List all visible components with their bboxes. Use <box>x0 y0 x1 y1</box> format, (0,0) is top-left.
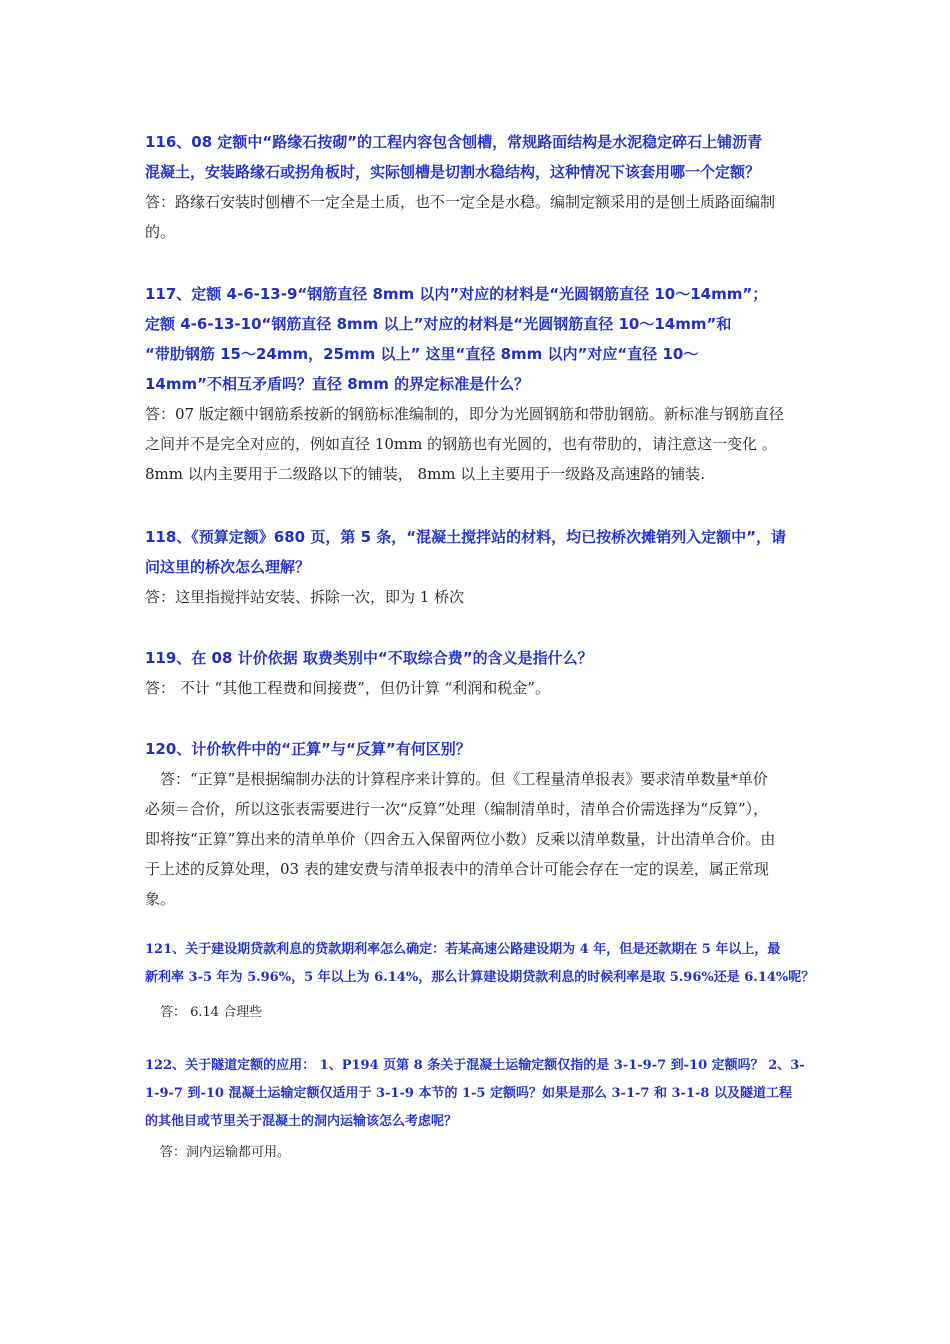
answer-118 <box>145 582 813 612</box>
question-line: 119、在 08 计价依据 取费类别中“不取综合费”的含义是指什么？ <box>145 649 593 667</box>
answer-line: 答： 6.14 合理些 <box>160 1005 263 1020</box>
question-line: 118、《预算定额》680 页，第 5 条，“混凝土搅拌站的材料，均已按桥次摊销列入定额中”，请 <box>145 528 786 546</box>
qa-item-116 <box>145 127 813 247</box>
question-line: 混凝土，安装路缘石或拐角板时，实际刨槽是切割水稳结构，这种情况下该套用哪一个定额？ <box>145 163 761 181</box>
qa-item-120 <box>145 734 813 914</box>
answer-line: 答： 不计 “其他工程费和间接费”，但仍计算 “利润和税金”。 <box>145 679 550 697</box>
answer-line: 的。 <box>145 223 176 241</box>
question-121 <box>145 936 813 992</box>
answer-line: 即将按“正算”算出来的清单单价（四舍五入保留两位小数）反乘以清单数量，计出清单合价。由 <box>145 830 776 848</box>
question-line: 120、计价软件中的“正算”与“反算”有何区别？ <box>145 740 471 758</box>
question-122 <box>145 1052 813 1136</box>
answer-line: 于上述的反算处理，03 表的建安费与清单报表中的清单合计可能会存在一定的误差，属正常现 <box>145 860 769 878</box>
question-117 <box>145 279 813 399</box>
answer-119 <box>145 673 813 703</box>
answer-line: 之间并不是完全对应的，例如直径 10mm 的钢筋也有光圆的，也有带肋的，请注意这一变化 。 <box>145 435 777 453</box>
question-line: 117、定额 4-6-13-9“钢筋直径 8mm 以内”对应的材料是“光圆钢筋直径 10～14mm”； <box>145 285 768 303</box>
answer-line: 象。 <box>145 890 176 908</box>
answer-line: 答：这里指搅拌站安装、拆除一次，即为 1 桥次 <box>145 588 465 606</box>
question-line: 116、08 定额中“路缘石按砌”的工程内容包含刨槽，常规路面结构是水泥稳定碎石上铺沥青 <box>145 133 763 151</box>
question-line: 14mm”不相互矛盾吗？直径 8mm 的界定标准是什么？ <box>145 375 530 393</box>
question-line: 122、关于隧道定额的应用： 1、P194 页第 8 条关于混凝土运输定额仅指的是 3-1-9-7 到-10 定额吗？ 2、3- <box>145 1058 805 1073</box>
answer-line: 8mm 以内主要用于二级路以下的铺装， 8mm 以上主要用于一级路及高速路的铺装. <box>145 465 706 483</box>
question-line: 新利率 3-5 年为 5.96%，5 年以上为 6.14%，那么计算建设期贷款利息的时候利率是取 5.96%还是 6.14%呢？ <box>145 970 815 985</box>
answer-121 <box>145 998 813 1028</box>
qa-item-119 <box>145 643 813 703</box>
answer-line: 答：“正算”是根据编制办法的计算程序来计算的。但《工程量清单报表》要求清单数量*单价 <box>160 770 768 788</box>
answer-line: 必须＝合价，所以这张表需要进行一次“反算”处理（编制清单时，清单合价需选择为“反算”）， <box>145 800 769 818</box>
qa-item-117 <box>145 279 813 489</box>
question-line: 1-9-7 到-10 混凝土运输定额仅适用于 3-1-9 本节的 1-5 定额吗？如果是那么 3-1-7 和 3-1-8 以及隧道工程 <box>145 1086 792 1101</box>
question-line: 121、关于建设期贷款利息的贷款期利率怎么确定：若某高速公路建设期为 4 年，但是还款期在 5 年以上，最 <box>145 942 781 957</box>
qa-item-118 <box>145 522 813 612</box>
question-line: “带肋钢筋 15～24mm，25mm 以上” 这里“直径 8mm 以内”对应“直径 10～ <box>145 345 699 363</box>
question-119 <box>145 643 813 673</box>
question-line: 问这里的桥次怎么理解？ <box>145 558 311 576</box>
answer-122 <box>145 1138 813 1168</box>
answer-120 <box>145 764 813 914</box>
answer-117 <box>145 399 813 489</box>
answer-line: 答：路缘石安装时刨槽不一定全是土质，也不一定全是水稳。编制定额采用的是刨土质路面编制 <box>145 193 776 211</box>
answer-line: 答：洞内运输都可用。 <box>160 1145 291 1160</box>
question-116 <box>145 127 813 187</box>
question-118 <box>145 522 813 582</box>
answer-line: 答：07 版定额中钢筋系按新的钢筋标准编制的，即分为光圆钢筋和带肋钢筋。新标准与钢筋直径 <box>145 405 784 423</box>
answer-116 <box>145 187 813 247</box>
qa-item-122 <box>145 1052 813 1168</box>
question-line: 定额 4-6-13-10“钢筋直径 8mm 以上”对应的材料是“光圆钢筋直径 10～14mm”和 <box>145 315 732 333</box>
question-120 <box>145 734 813 764</box>
qa-item-121 <box>145 936 813 1028</box>
question-line: 的其他目或节里关于混凝土的洞内运输该怎么考虑呢？ <box>145 1114 458 1129</box>
